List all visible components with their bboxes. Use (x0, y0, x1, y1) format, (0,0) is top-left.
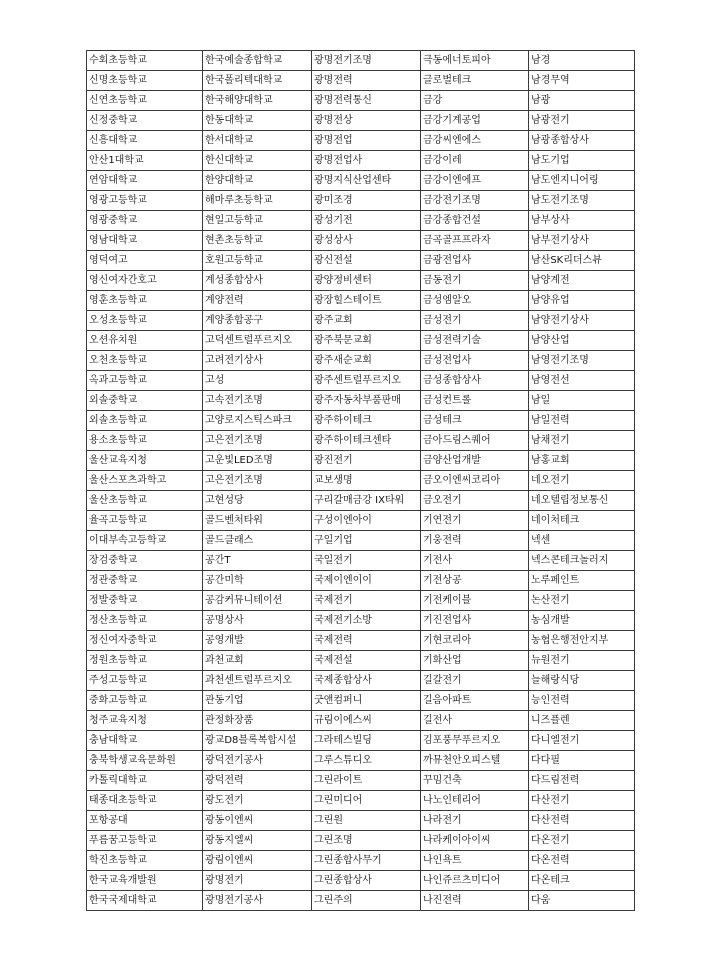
table-cell: 국제종합상사 (312, 671, 421, 691)
table-cell: 고양로지스틱스파크 (203, 411, 312, 431)
table-row (87, 511, 635, 531)
table-cell: 국제전기 (312, 591, 421, 611)
table-cell: 정신여자중학교 (87, 631, 203, 651)
table-cell: 신연초등학교 (87, 91, 203, 111)
table-cell: 그린조명 (312, 831, 421, 851)
table-cell: 금성엠알오 (421, 291, 529, 311)
table-cell: 금강이엔에프 (421, 171, 529, 191)
table-cell: 금강종합건설 (421, 211, 529, 231)
table-cell: 남광 (529, 91, 635, 111)
table-row (87, 731, 635, 751)
table-cell: 농협은행전안지부 (529, 631, 635, 651)
table-row (87, 891, 635, 911)
table-cell: 다산전력 (529, 811, 635, 831)
table-cell: 논산전기 (529, 591, 635, 611)
table-cell: 율곡고등학교 (87, 511, 203, 531)
table-cell: 금강이레 (421, 151, 529, 171)
table-row (87, 371, 635, 391)
table-cell: 금강씨엔에스 (421, 131, 529, 151)
table-cell: 길갈전기 (421, 671, 529, 691)
table-cell: 다산전기 (529, 791, 635, 811)
table-cell: 나라전기 (421, 811, 529, 831)
table-cell: 광주북문교회 (312, 331, 421, 351)
table-cell: 공영개발 (203, 631, 312, 651)
table-cell: 광동이엔씨 (203, 811, 312, 831)
table-row (87, 551, 635, 571)
table-cell: 고덕센트럴푸르지오 (203, 331, 312, 351)
table-cell: 그라테스빌딩 (312, 731, 421, 751)
table-cell: 고현성당 (203, 491, 312, 511)
table-cell: 그린종합상사 (312, 871, 421, 891)
table-cell: 농심개발 (529, 611, 635, 631)
table-cell: 광미조경 (312, 191, 421, 211)
table-cell: 한국폴리텍대학교 (203, 71, 312, 91)
table-cell: 호원고등학교 (203, 251, 312, 271)
table-cell: 네이처테크 (529, 511, 635, 531)
table-cell: 광주하이테크 (312, 411, 421, 431)
table-cell: 까뮤천안오피스텔 (421, 751, 529, 771)
table-cell: 다온전기 (529, 831, 635, 851)
table-cell: 나인욕트 (421, 851, 529, 871)
table-cell: 구일기업 (312, 531, 421, 551)
table-cell: 남도엔지니어링 (529, 171, 635, 191)
table-cell: 연암대학교 (87, 171, 203, 191)
table-cell: 광신전설 (312, 251, 421, 271)
table-cell: 울산교육지청 (87, 451, 203, 471)
table-cell: 남일전력 (529, 411, 635, 431)
table-cell: 신정중학교 (87, 111, 203, 131)
table-cell: 계양종합공구 (203, 311, 312, 331)
table-row (87, 131, 635, 151)
table-cell: 공간T (203, 551, 312, 571)
table-cell: 이대부속고등학교 (87, 531, 203, 551)
table-cell: 공간미학 (203, 571, 312, 591)
table-row (87, 151, 635, 171)
table-row (87, 751, 635, 771)
table-cell: 신흥대학교 (87, 131, 203, 151)
table-cell: 능인전력 (529, 691, 635, 711)
table-cell: 국제전설 (312, 651, 421, 671)
table-cell: 그린미디어 (312, 791, 421, 811)
table-cell: 고속전기조명 (203, 391, 312, 411)
table-cell: 남경무역 (529, 71, 635, 91)
table-cell: 충남대학교 (87, 731, 203, 751)
table-cell: 한동대학교 (203, 111, 312, 131)
table-cell: 충북학생교육문화원 (87, 751, 203, 771)
table-row (87, 791, 635, 811)
table-cell: 정원초등학교 (87, 651, 203, 671)
table-row (87, 411, 635, 431)
table-cell: 남양유업 (529, 291, 635, 311)
table-cell: 한국국제대학교 (87, 891, 203, 911)
table-cell: 광명전상 (312, 111, 421, 131)
table-cell: 금오전기 (421, 491, 529, 511)
table-cell: 금성전업사 (421, 351, 529, 371)
table-cell: 길음아파트 (421, 691, 529, 711)
table-cell: 영남대학교 (87, 231, 203, 251)
table-cell: 국제이엔이이 (312, 571, 421, 591)
table-cell: 광교D8블록복합시설 (203, 731, 312, 751)
table-cell: 고은전기조명 (203, 431, 312, 451)
table-row (87, 671, 635, 691)
table-cell: 카톨릭대학교 (87, 771, 203, 791)
table-row (87, 811, 635, 831)
table-cell: 그린라이트 (312, 771, 421, 791)
table-cell: 해마루초등학교 (203, 191, 312, 211)
table-cell: 울산초등학교 (87, 491, 203, 511)
table-row (87, 491, 635, 511)
table-cell: 금성테크 (421, 411, 529, 431)
table-row (87, 691, 635, 711)
table-cell: 극동에너토피아 (421, 51, 529, 71)
table-row (87, 451, 635, 471)
table-row (87, 591, 635, 611)
table-cell: 노루페인트 (529, 571, 635, 591)
table-row (87, 291, 635, 311)
table-cell: 광도전기 (203, 791, 312, 811)
table-cell: 계성종합상사 (203, 271, 312, 291)
table-row (87, 271, 635, 291)
table-cell: 광주교회 (312, 311, 421, 331)
table-cell: 과천교회 (203, 651, 312, 671)
table-body (87, 51, 635, 911)
table-cell: 한양대학교 (203, 171, 312, 191)
table-cell: 금곡골프프라자 (421, 231, 529, 251)
table-cell: 정발중학교 (87, 591, 203, 611)
table-cell: 현촌초등학교 (203, 231, 312, 251)
table-cell: 넥센 (529, 531, 635, 551)
table-cell: 학진초등학교 (87, 851, 203, 871)
table-cell: 공명상사 (203, 611, 312, 631)
table-row (87, 71, 635, 91)
table-cell: 영훈초등학교 (87, 291, 203, 311)
table-cell: 정관중학교 (87, 571, 203, 591)
table-cell: 한국해양대학교 (203, 91, 312, 111)
table-cell: 과천센트럴푸르지오 (203, 671, 312, 691)
table-cell: 나진전력 (421, 891, 529, 911)
table-row (87, 211, 635, 231)
table-cell: 수회초등학교 (87, 51, 203, 71)
table-cell: 국제전기소방 (312, 611, 421, 631)
table-cell: 광명지식산업센타 (312, 171, 421, 191)
table-cell: 고은전기조명 (203, 471, 312, 491)
table-cell: 광장힐스테이트 (312, 291, 421, 311)
table-cell: 그린주의 (312, 891, 421, 911)
table-cell: 청주교육지청 (87, 711, 203, 731)
table-cell: 기연전기 (421, 511, 529, 531)
table-cell: 늘해랑식당 (529, 671, 635, 691)
table-cell: 신명초등학교 (87, 71, 203, 91)
table-cell: 한서대학교 (203, 131, 312, 151)
table-cell: 광주자동차부품판매 (312, 391, 421, 411)
table-cell: 규림이에스씨 (312, 711, 421, 731)
table-row (87, 251, 635, 271)
table-cell: 광명전기조명 (312, 51, 421, 71)
table-cell: 광명전업사 (312, 151, 421, 171)
table-row (87, 651, 635, 671)
table-cell: 골드벤처타워 (203, 511, 312, 531)
table-cell: 길전사 (421, 711, 529, 731)
table-cell: 다온테크 (529, 871, 635, 891)
table-cell: 남홍교회 (529, 451, 635, 471)
table-row (87, 231, 635, 251)
table-cell: 기현코리아 (421, 631, 529, 651)
table-cell: 광성상사 (312, 231, 421, 251)
table-row (87, 191, 635, 211)
table-row (87, 571, 635, 591)
table-cell: 남산SK리더스뷰 (529, 251, 635, 271)
table-cell: 영덕여고 (87, 251, 203, 271)
table-cell: 뉴원전기 (529, 651, 635, 671)
table-cell: 금광전업사 (421, 251, 529, 271)
table-cell: 남일 (529, 391, 635, 411)
table-cell: 골드클래스 (203, 531, 312, 551)
table-cell: 오성초등학교 (87, 311, 203, 331)
table-row (87, 311, 635, 331)
table-cell: 니즈플렌 (529, 711, 635, 731)
table-row (87, 331, 635, 351)
table-cell: 기진전업사 (421, 611, 529, 631)
table-cell: 광림이엔씨 (203, 851, 312, 871)
table-cell: 울산스포츠과학고 (87, 471, 203, 491)
table-row (87, 351, 635, 371)
table-cell: 옥과고등학교 (87, 371, 203, 391)
table-row (87, 111, 635, 131)
table-cell: 한신대학교 (203, 151, 312, 171)
table-row (87, 91, 635, 111)
table-cell: 금동전기 (421, 271, 529, 291)
table-row (87, 391, 635, 411)
table-cell: 고성 (203, 371, 312, 391)
table-cell: 영신여자간호고 (87, 271, 203, 291)
table-row (87, 431, 635, 451)
table-row (87, 831, 635, 851)
table-row (87, 711, 635, 731)
table-cell: 푸름꿈고등학교 (87, 831, 203, 851)
table-cell: 광주하이테크센타 (312, 431, 421, 451)
table-cell: 광덕전력 (203, 771, 312, 791)
table-cell: 나노인테리어 (421, 791, 529, 811)
table-cell: 구성이엔아이 (312, 511, 421, 531)
table-cell: 나인쥬르츠미디어 (421, 871, 529, 891)
table-cell: 김포풍무푸르지오 (421, 731, 529, 751)
table-cell: 그린종합사무기 (312, 851, 421, 871)
table-row (87, 631, 635, 651)
table-cell: 남양산업 (529, 331, 635, 351)
table-cell: 장검중학교 (87, 551, 203, 571)
table-cell: 다드림전력 (529, 771, 635, 791)
table-cell: 그린원 (312, 811, 421, 831)
table-cell: 남도전기조명 (529, 191, 635, 211)
table-cell: 네오텔립정보통신 (529, 491, 635, 511)
table-row (87, 531, 635, 551)
table-cell: 광명전기 (203, 871, 312, 891)
table-cell: 포항공대 (87, 811, 203, 831)
table-cell: 금오이엔씨코리아 (421, 471, 529, 491)
table-cell: 글로벌테크 (421, 71, 529, 91)
table-cell: 남양전기상사 (529, 311, 635, 331)
table-cell: 금강 (421, 91, 529, 111)
table-row (87, 851, 635, 871)
table-cell: 광동지엘씨 (203, 831, 312, 851)
table-row (87, 171, 635, 191)
table-cell: 금양산업개발 (421, 451, 529, 471)
table-cell: 고려전기상사 (203, 351, 312, 371)
table-row (87, 471, 635, 491)
table-cell: 고운빛LED조명 (203, 451, 312, 471)
table-cell: 안산1대학교 (87, 151, 203, 171)
table-cell: 다다필 (529, 751, 635, 771)
table-cell: 남양계전 (529, 271, 635, 291)
table-cell: 광주새순교회 (312, 351, 421, 371)
table-cell: 한국예술종합학교 (203, 51, 312, 71)
table-cell: 구리갈매금강 IX타워 (312, 491, 421, 511)
table-cell: 주성고등학교 (87, 671, 203, 691)
table-cell: 광명전력 (312, 71, 421, 91)
table-cell: 금성전력기술 (421, 331, 529, 351)
table-cell: 남광전기 (529, 111, 635, 131)
table-cell: 광주센트럴푸르지오 (312, 371, 421, 391)
table-cell: 한국교육개발원 (87, 871, 203, 891)
table-cell: 넥스콘테크놀러지 (529, 551, 635, 571)
table-cell: 남부상사 (529, 211, 635, 231)
table-cell: 현일고등학교 (203, 211, 312, 231)
table-cell: 정산초등학교 (87, 611, 203, 631)
table-cell: 다온전력 (529, 851, 635, 871)
table-cell: 영광중학교 (87, 211, 203, 231)
table-cell: 굿앤컴퍼니 (312, 691, 421, 711)
table-row (87, 871, 635, 891)
table-cell: 광덕전기공사 (203, 751, 312, 771)
table-cell: 기전상공 (421, 571, 529, 591)
table-cell: 기화산업 (421, 651, 529, 671)
table-cell: 광성기전 (312, 211, 421, 231)
company-name-table (86, 50, 635, 911)
table-cell: 남부전기상사 (529, 231, 635, 251)
table-cell: 국일전기 (312, 551, 421, 571)
table-cell: 교보생명 (312, 471, 421, 491)
table-cell: 용소초등학교 (87, 431, 203, 451)
table-cell: 중화고등학교 (87, 691, 203, 711)
table-cell: 광양정비센터 (312, 271, 421, 291)
table-cell: 기웅전력 (421, 531, 529, 551)
table-cell: 남채전기 (529, 431, 635, 451)
table-cell: 외솔초등학교 (87, 411, 203, 431)
table-cell: 남경 (529, 51, 635, 71)
table-cell: 금성종합상사 (421, 371, 529, 391)
table-cell: 태종대초등학교 (87, 791, 203, 811)
table-cell: 공감커뮤니테이션 (203, 591, 312, 611)
table-cell: 국제전력 (312, 631, 421, 651)
table-row (87, 611, 635, 631)
table-cell: 기전사 (421, 551, 529, 571)
table-cell: 계양전력 (203, 291, 312, 311)
table-cell: 광명전기공사 (203, 891, 312, 911)
table-cell: 금강전기조명 (421, 191, 529, 211)
table-cell: 오천초등학교 (87, 351, 203, 371)
table-cell: 남영전기조명 (529, 351, 635, 371)
table-cell: 오션유치원 (87, 331, 203, 351)
table-cell: 금강기계공업 (421, 111, 529, 131)
table-cell: 광진전기 (312, 451, 421, 471)
table-cell: 금성전기 (421, 311, 529, 331)
table-cell: 영광고등학교 (87, 191, 203, 211)
table-cell: 다니엘전기 (529, 731, 635, 751)
table-cell: 남광종합상사 (529, 131, 635, 151)
table-row (87, 771, 635, 791)
table-cell: 관정화장품 (203, 711, 312, 731)
table-cell: 광명전력통신 (312, 91, 421, 111)
table-cell: 관동기업 (203, 691, 312, 711)
table-cell: 다움 (529, 891, 635, 911)
table-row (87, 51, 635, 71)
table-cell: 그루스튜디오 (312, 751, 421, 771)
table-cell: 네오전기 (529, 471, 635, 491)
table-cell: 남도기업 (529, 151, 635, 171)
table-cell: 나라케이아이씨 (421, 831, 529, 851)
table-cell: 광명전업 (312, 131, 421, 151)
table-cell: 외솔중학교 (87, 391, 203, 411)
table-cell: 꾸밈건축 (421, 771, 529, 791)
table-cell: 금성컨트롤 (421, 391, 529, 411)
table-cell: 금아드림스퀘어 (421, 431, 529, 451)
table-cell: 기전케이블 (421, 591, 529, 611)
table-cell: 남영전선 (529, 371, 635, 391)
